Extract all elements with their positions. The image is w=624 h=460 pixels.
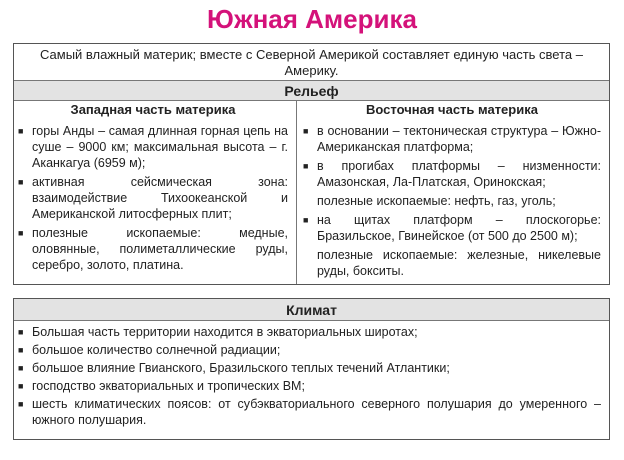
intro-text: Самый влажный материк; вместе с Северной Америкой составляет единую часть света – Америку. xyxy=(14,44,609,81)
east-item: ■ в основании – тектоническая структура – Южно-Американская платформа; xyxy=(303,124,601,154)
climate-box xyxy=(13,298,610,440)
relief-box xyxy=(13,43,610,285)
climate-list xyxy=(14,321,609,428)
bullet-icon: ■ xyxy=(18,177,24,187)
west-column xyxy=(14,101,297,284)
climate-item: ■ большое количество солнечной радиации; xyxy=(18,343,281,357)
bullet-icon: ■ xyxy=(18,327,24,337)
relief-heading: Рельеф xyxy=(14,81,609,101)
bullet-icon: ■ xyxy=(303,161,309,171)
relief-columns xyxy=(14,101,609,284)
east-subitem: полезные ископаемые: железные, никелевые руды, бокситы. xyxy=(317,248,601,278)
east-item: ■ на щитах платформ – плоскогорье: Бразильское, Гвинейское (от 500 до 2500 м); xyxy=(303,213,601,243)
east-heading: Восточная часть материка xyxy=(366,102,538,117)
west-item: ■ активная сейсмическая зона: взаимодействие Тихоокеанской и Американской литосферных плит; xyxy=(18,175,288,221)
bullet-icon: ■ xyxy=(18,345,24,355)
bullet-icon: ■ xyxy=(303,126,309,136)
page-title: Южная Америка xyxy=(207,4,417,34)
bullet-icon: ■ xyxy=(303,215,309,225)
bullet-icon: ■ xyxy=(18,399,24,409)
climate-item: ■ шесть климатических поясов: от субэкваториального северного полушария до умеренного – южного полушария. xyxy=(18,397,601,427)
east-item: ■ в прогибах платформы – низменности: Амазонская, Ла-Платская, Оринокская; xyxy=(303,159,601,189)
bullet-icon: ■ xyxy=(18,228,24,238)
bullet-icon: ■ xyxy=(18,363,24,373)
east-column xyxy=(297,101,609,284)
west-item: ■ горы Анды – самая длинная горная цепь на суше – 9000 км; максимальная высота – г. Аканкагуа (6959 м); xyxy=(18,124,288,170)
west-item: ■ полезные ископаемые: медные, оловянные, полиметаллические руды, серебро, золото, платина. xyxy=(18,226,288,272)
west-heading: Западная часть материка xyxy=(70,102,236,117)
east-subitem: полезные ископаемые: нефть, газ, уголь; xyxy=(317,194,556,208)
bullet-icon: ■ xyxy=(18,126,24,136)
climate-heading: Климат xyxy=(14,299,609,321)
climate-item: ■ Большая часть территории находится в экваториальных широтах; xyxy=(18,325,418,339)
bullet-icon: ■ xyxy=(18,381,24,391)
climate-item: ■ господство экваториальных и тропических ВМ; xyxy=(18,379,305,393)
climate-item: ■ большое влияние Гвианского, Бразильского теплых течений Атлантики; xyxy=(18,361,450,375)
